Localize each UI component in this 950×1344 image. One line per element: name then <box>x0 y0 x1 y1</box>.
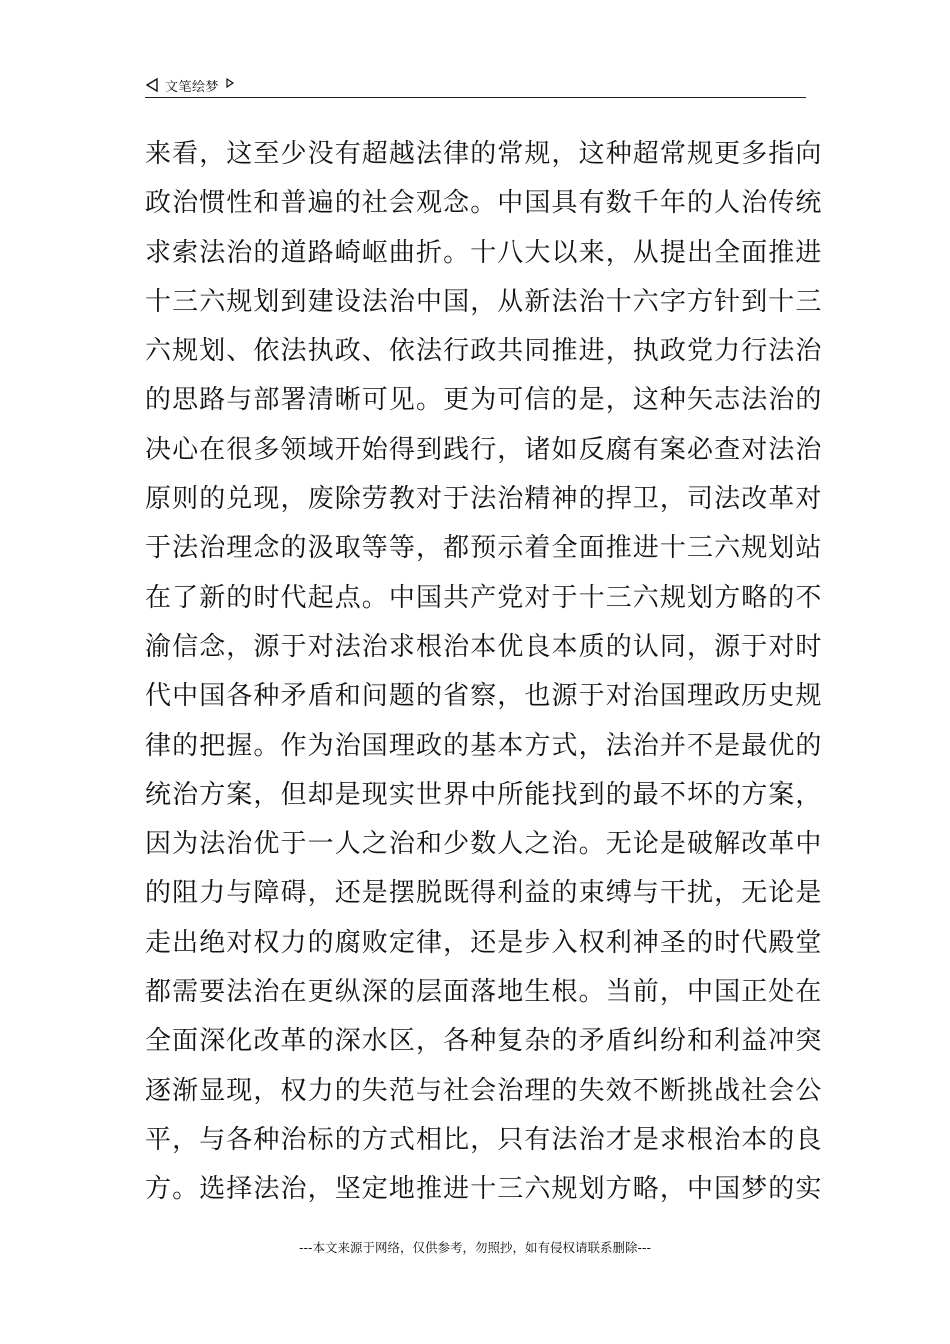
text-line: 在了新的时代起点。中国共产党对于十三六规划方略的不 <box>145 582 823 613</box>
page-header <box>145 74 806 96</box>
text-line: 代中国各种矛盾和问题的省察，也源于对治国理政历史规 <box>145 681 823 712</box>
text-line: 的阻力与障碍，还是摆脱既得利益的束缚与干扰，无论是 <box>145 878 823 909</box>
text-line: 渝信念，源于对法治求根治本优良本质的认同，源于对时 <box>145 631 823 662</box>
text-line: 原则的兑现，废除劳教对于法治精神的捍卫，司法改革对 <box>145 484 823 515</box>
text-line: 来看，这至少没有超越法律的常规，这种超常规更多指向 <box>145 139 823 169</box>
text-line: 全面深化改革的深水区，各种复杂的矛盾纠纷和利益冲突 <box>145 1026 823 1057</box>
header-divider <box>145 97 806 98</box>
text-line: 都需要法治在更纵深的层面落地生根。当前，中国正处在 <box>145 977 823 1008</box>
triangle-left-icon <box>145 77 159 93</box>
text-line: 统治方案，但却是现实世界中所能找到的最不坏的方案， <box>145 779 823 810</box>
text-line: 走出绝对权力的腐败定律，还是步入权利神圣的时代殿堂 <box>145 927 823 958</box>
text-line: 的思路与部署清晰可见。更为可信的是，这种矢志法治的 <box>145 385 823 416</box>
header-title: 文笔绘梦 <box>165 79 220 95</box>
text-line: 律的把握。作为治国理政的基本方式，法治并不是最优的 <box>145 730 823 761</box>
text-line: 十三六规划到建设法治中国，从新法治十六字方针到十三 <box>145 286 823 317</box>
text-line: 平，与各种治标的方式相比，只有法治才是求根治本的良 <box>145 1124 823 1155</box>
text-line: 于法治理念的汲取等等，都预示着全面推进十三六规划站 <box>145 533 823 564</box>
text-line: 方。选择法治，坚定地推进十三六规划方略，中国梦的实 <box>145 1174 823 1205</box>
text-line: 六规划、依法执政、依法行政共同推进，执政党力行法治 <box>145 336 823 367</box>
text-line: 因为法治优于一人之治和少数人之治。无论是破解改革中 <box>145 829 823 860</box>
triangle-right-icon <box>225 81 235 89</box>
footer-disclaimer: ---本文来源于网络，仅供参考，勿照抄，如有侵权请联系删除--- <box>298 1240 652 1255</box>
text-line: 决心在很多领域开始得到践行，诸如反腐有案必查对法治 <box>145 434 823 465</box>
text-line: 求索法治的道路崎岖曲折。十八大以来，从提出全面推进 <box>145 237 823 268</box>
body-text <box>145 130 823 1215</box>
text-line: 政治惯性和普遍的社会观念。中国具有数千年的人治传统 <box>145 188 823 219</box>
text-line: 逐渐显现，权力的失范与社会治理的失效不断挑战社会公 <box>145 1075 823 1106</box>
